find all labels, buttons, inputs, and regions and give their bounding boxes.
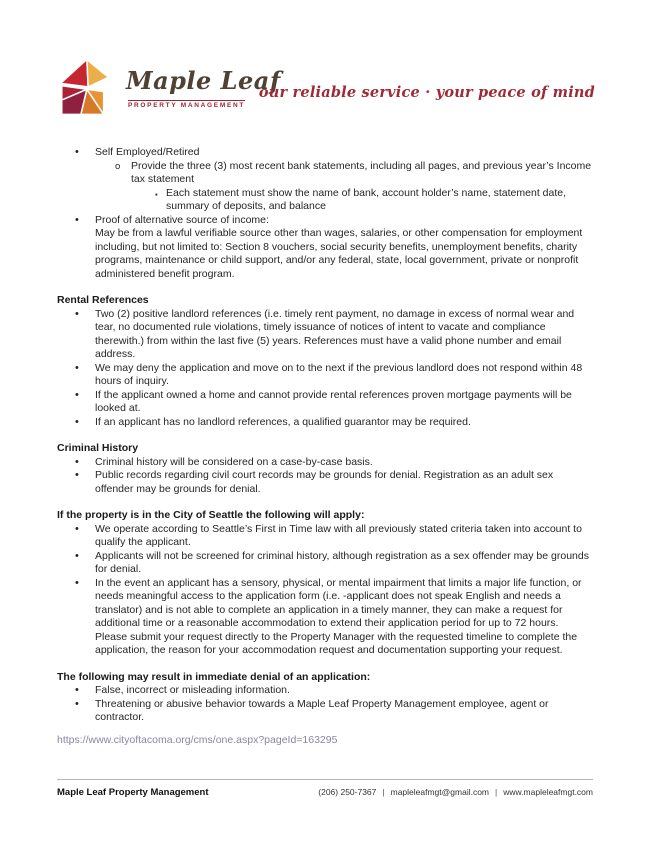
cityoftacoma-link[interactable]: https://www.cityoftacoma.org/cms/one.aspx?pageId=163295 bbox=[57, 733, 338, 746]
bullet-marker-icon: • bbox=[75, 455, 79, 468]
section-heading: Rental References bbox=[57, 294, 149, 306]
bullet-item-level-1 bbox=[57, 456, 593, 470]
bullet-marker-icon: • bbox=[75, 684, 79, 696]
brand-name: Maple Leaf bbox=[126, 66, 281, 95]
bullet-text: Two (2) positive landlord references (i.e. timely rent payment, no damage in excess of normal wear and tear, no documented rule violations, timely issuance of notices of intent to vacate and compliance therewith.) from within the last five (5) years. References must have a valid phone number and email address. bbox=[95, 307, 575, 360]
section-heading: The following may result in immediate denial of an application: bbox=[57, 670, 371, 683]
footer-phone: (206) 250-7367 bbox=[318, 787, 377, 797]
bullet-item-level-1 bbox=[57, 550, 593, 577]
bullet-item-level-1 bbox=[57, 523, 593, 550]
bullet-item-level-1 bbox=[57, 308, 593, 362]
bullet-item-level-3 bbox=[57, 187, 593, 214]
bullet-text: Applicants will not be screened for criminal history, although registration as a sex offender may be grounds for denial. bbox=[95, 549, 589, 575]
bullet-text: Self Employed/Retired bbox=[95, 146, 200, 158]
maple-leaf-house-logo-icon bbox=[57, 58, 124, 117]
bullet-text: Proof of alternative source of income: bbox=[95, 213, 269, 226]
bullet-marker-icon: • bbox=[75, 522, 79, 535]
bullet-item-level-1 bbox=[57, 362, 593, 389]
bullet-marker-icon: • bbox=[75, 576, 79, 589]
bullet-item-level-1 bbox=[57, 577, 593, 658]
bullet-marker-icon: • bbox=[75, 361, 79, 374]
bullet-text: Each statement must show the name of bank, account holder’s name, statement date, summary of deposits, and balance bbox=[166, 186, 567, 212]
bullet-item-level-1 bbox=[57, 469, 593, 496]
section-heading: If the property is in the City of Seattle the following will apply: bbox=[57, 509, 365, 521]
footer-separator: | bbox=[382, 787, 385, 797]
document-section bbox=[57, 146, 593, 281]
bullet-marker-icon: • bbox=[75, 213, 79, 226]
continuation-text bbox=[57, 227, 593, 281]
bullet-item-level-1 bbox=[57, 214, 593, 228]
bullet-item-level-1 bbox=[57, 146, 593, 160]
bullet-marker-icon: • bbox=[75, 146, 79, 158]
document-section bbox=[57, 671, 593, 725]
section-heading: Criminal History bbox=[57, 442, 139, 454]
bullet-text: Threatening or abusive behavior towards a Maple Leaf Property Management employee, agent or contractor. bbox=[95, 697, 549, 723]
bullet-text: We may deny the application and move on to the next if the previous landlord does not respond within 48 hours of inquiry. bbox=[95, 361, 583, 387]
footer-separator: | bbox=[495, 787, 498, 797]
footer bbox=[57, 779, 593, 798]
bullet-item-level-1 bbox=[57, 698, 593, 725]
bullet-text: If the applicant owned a home and cannot provide rental references proven mortgage payments will be looked at. bbox=[95, 388, 572, 414]
footer-website: www.mapleleafmgt.com bbox=[503, 787, 593, 797]
bullet-marker-icon: o bbox=[115, 160, 121, 172]
bullet-marker-icon: • bbox=[75, 549, 79, 562]
bullet-marker-icon: • bbox=[75, 307, 79, 320]
footer-email: mapleleafmgt@gmail.com bbox=[390, 787, 490, 797]
bullet-text: Public records regarding civil court records may be grounds for denial. Registration as an adult sex offender may be grounds for denial. bbox=[95, 469, 554, 495]
footer-contact bbox=[318, 787, 593, 797]
bullet-text: We operate according to Seattle’s First in Time law with all previously stated criteria taken into account to qualify the applicant. bbox=[95, 522, 582, 548]
document-body bbox=[57, 146, 593, 747]
document-section bbox=[57, 509, 593, 658]
bullet-text: May be from a lawful verifiable source other than wages, salaries, or other compensation for employment including, but not limited to: Section 8 vouchers, social security benefits, unemployment benefits, charity programs, maintenance or child support, and/or any federal, state, local government, private or nonprofit administered benefit program. bbox=[95, 227, 583, 280]
brand-subtitle: PROPERTY MANAGEMENT bbox=[128, 102, 246, 109]
bullet-text: If an applicant has no landlord references, a qualified guarantor may be required. bbox=[95, 415, 471, 428]
bullet-marker-icon: • bbox=[75, 697, 79, 710]
bullet-marker-icon: • bbox=[75, 415, 79, 428]
bullet-item-level-2 bbox=[57, 160, 593, 187]
bullet-item-level-1 bbox=[57, 389, 593, 416]
bullet-marker-icon: ▪ bbox=[155, 189, 158, 199]
bullet-text: In the event an applicant has a sensory, physical, or mental impairment that limits a major life function, or needs meaningful access to the application form (i.e. -applicant does not speak English and needs a translator) and is not able to complete an application in a timely manner, they can make a request for additional time or a reasonable accommodation to extend their application period for up to 72 hours. Please submit your request directly to the Property Manager with the requested timeline to complete the application, the reason for your accommodation request and documentation supporting your request. bbox=[95, 576, 582, 656]
bullet-item-level-1 bbox=[57, 684, 593, 698]
document-section bbox=[57, 442, 593, 496]
document-section bbox=[57, 294, 593, 429]
bullet-text: Criminal history will be considered on a case-by-case basis. bbox=[95, 455, 373, 468]
bullet-text: Provide the three (3) most recent bank statements, including all pages, and previous year’s Income tax statement bbox=[131, 159, 592, 185]
brand-tagline: our reliable service · your peace of mind bbox=[258, 84, 595, 101]
bullet-item-level-1 bbox=[57, 416, 593, 430]
footer-company: Maple Leaf Property Management bbox=[57, 787, 209, 798]
bullet-marker-icon: • bbox=[75, 388, 79, 401]
bullet-text: False, incorrect or misleading information. bbox=[95, 684, 290, 696]
bullet-marker-icon: • bbox=[75, 469, 79, 481]
